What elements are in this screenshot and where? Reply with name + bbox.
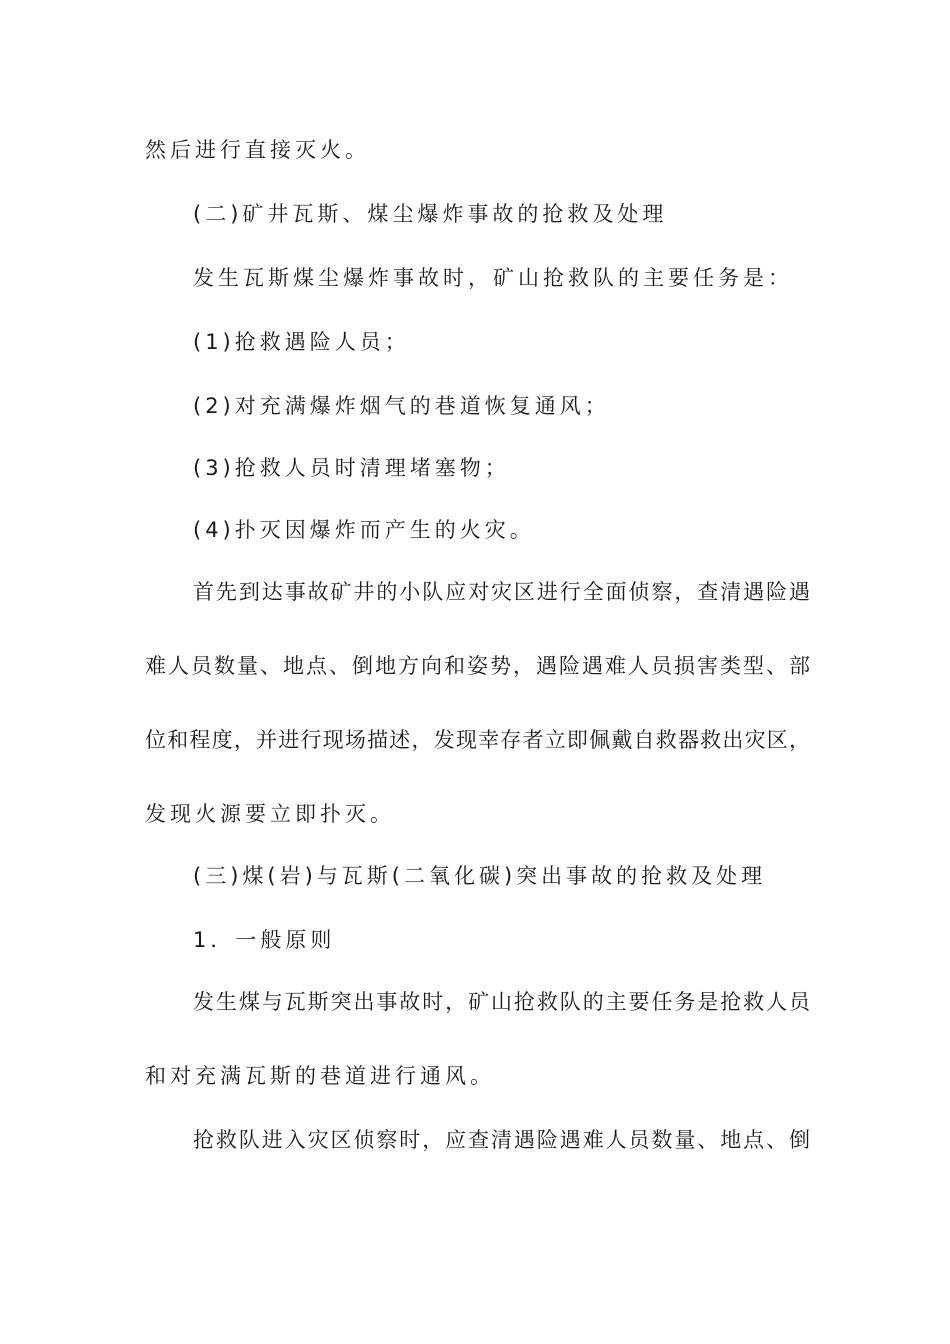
text-line: 首先到达事故矿井的小队应对灾区进行全面侦察，查清遇险遇: [193, 580, 810, 604]
text-line: 然后进行直接灭火。: [145, 138, 370, 162]
section-heading: (三)煤(岩)与瓦斯(二氧化碳)突出事故的抢救及处理: [193, 864, 767, 888]
text-line: 和对充满瓦斯的巷道进行通风。: [145, 1064, 495, 1088]
list-item: (2)对充满爆炸烟气的巷道恢复通风；: [193, 394, 610, 418]
text-line: 发生瓦斯煤尘爆炸事故时，矿山抢救队的主要任务是：: [193, 266, 793, 290]
text-line: 发现火源要立即扑灭。: [145, 802, 395, 826]
text-line: 位和程度，并进行现场描述，发现幸存者立即佩戴自救器救出灾区，: [145, 728, 810, 752]
text-line: 发生煤与瓦斯突出事故时，矿山抢救队的主要任务是抢救人员: [193, 990, 810, 1014]
text-line: 难人员数量、地点、倒地方向和姿势，遇险遇难人员损害类型、部: [145, 654, 810, 678]
subsection-heading: 1．一般原则: [193, 928, 336, 952]
text-line: 抢救队进入灾区侦察时，应查清遇险遇难人员数量、地点、倒: [193, 1128, 810, 1152]
section-heading: (二)矿井瓦斯、煤尘爆炸事故的抢救及处理: [193, 202, 668, 226]
list-item: (4)扑灭因爆炸而产生的火灾。: [193, 518, 535, 542]
list-item: (1)抢救遇险人员；: [193, 330, 410, 354]
list-item: (3)抢救人员时清理堵塞物；: [193, 456, 510, 480]
